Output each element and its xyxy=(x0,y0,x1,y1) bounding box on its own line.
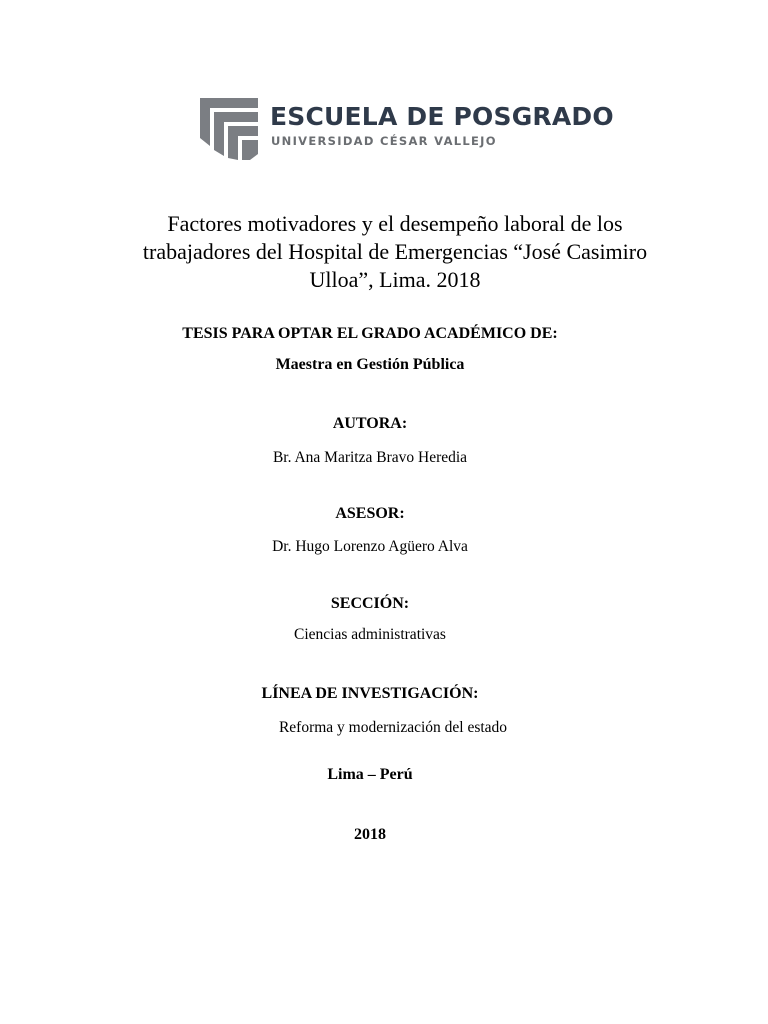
section-name: Ciencias administrativas xyxy=(294,626,446,643)
degree-name: Maestra en Gestión Pública xyxy=(275,356,465,373)
thesis-title xyxy=(100,210,690,294)
author-name: Br. Ana Maritza Bravo Heredia xyxy=(272,449,468,466)
advisor-name: Dr. Hugo Lorenzo Agüero Alva xyxy=(272,538,468,555)
author-heading: AUTORA: xyxy=(332,415,408,432)
university-logo xyxy=(198,96,614,162)
thesis-title-line-2: trabajadores del Hospital de Emergencias “José Casimiro xyxy=(142,239,648,264)
section-heading: SECCIÓN: xyxy=(330,595,410,612)
research-line-heading: LÍNEA DE INVESTIGACIÓN: xyxy=(261,685,479,702)
place: Lima – Perú xyxy=(327,766,413,783)
logo-title: ESCUELA DE POSGRADO xyxy=(270,102,614,131)
logo-subtitle: UNIVERSIDAD CÉSAR VALLEJO xyxy=(271,134,497,148)
year: 2018 xyxy=(354,826,386,843)
degree-heading: TESIS PARA OPTAR EL GRADO ACADÉMICO DE: xyxy=(182,325,558,342)
advisor-heading: ASESOR: xyxy=(335,505,405,522)
thesis-title-line-3: Ulloa”, Lima. 2018 xyxy=(309,267,481,292)
research-line-name: Reforma y modernización del estado xyxy=(278,719,508,736)
thesis-title-line-1: Factores motivadores y el desempeño laboral de los xyxy=(167,211,623,236)
university-emblem-icon xyxy=(198,96,260,162)
